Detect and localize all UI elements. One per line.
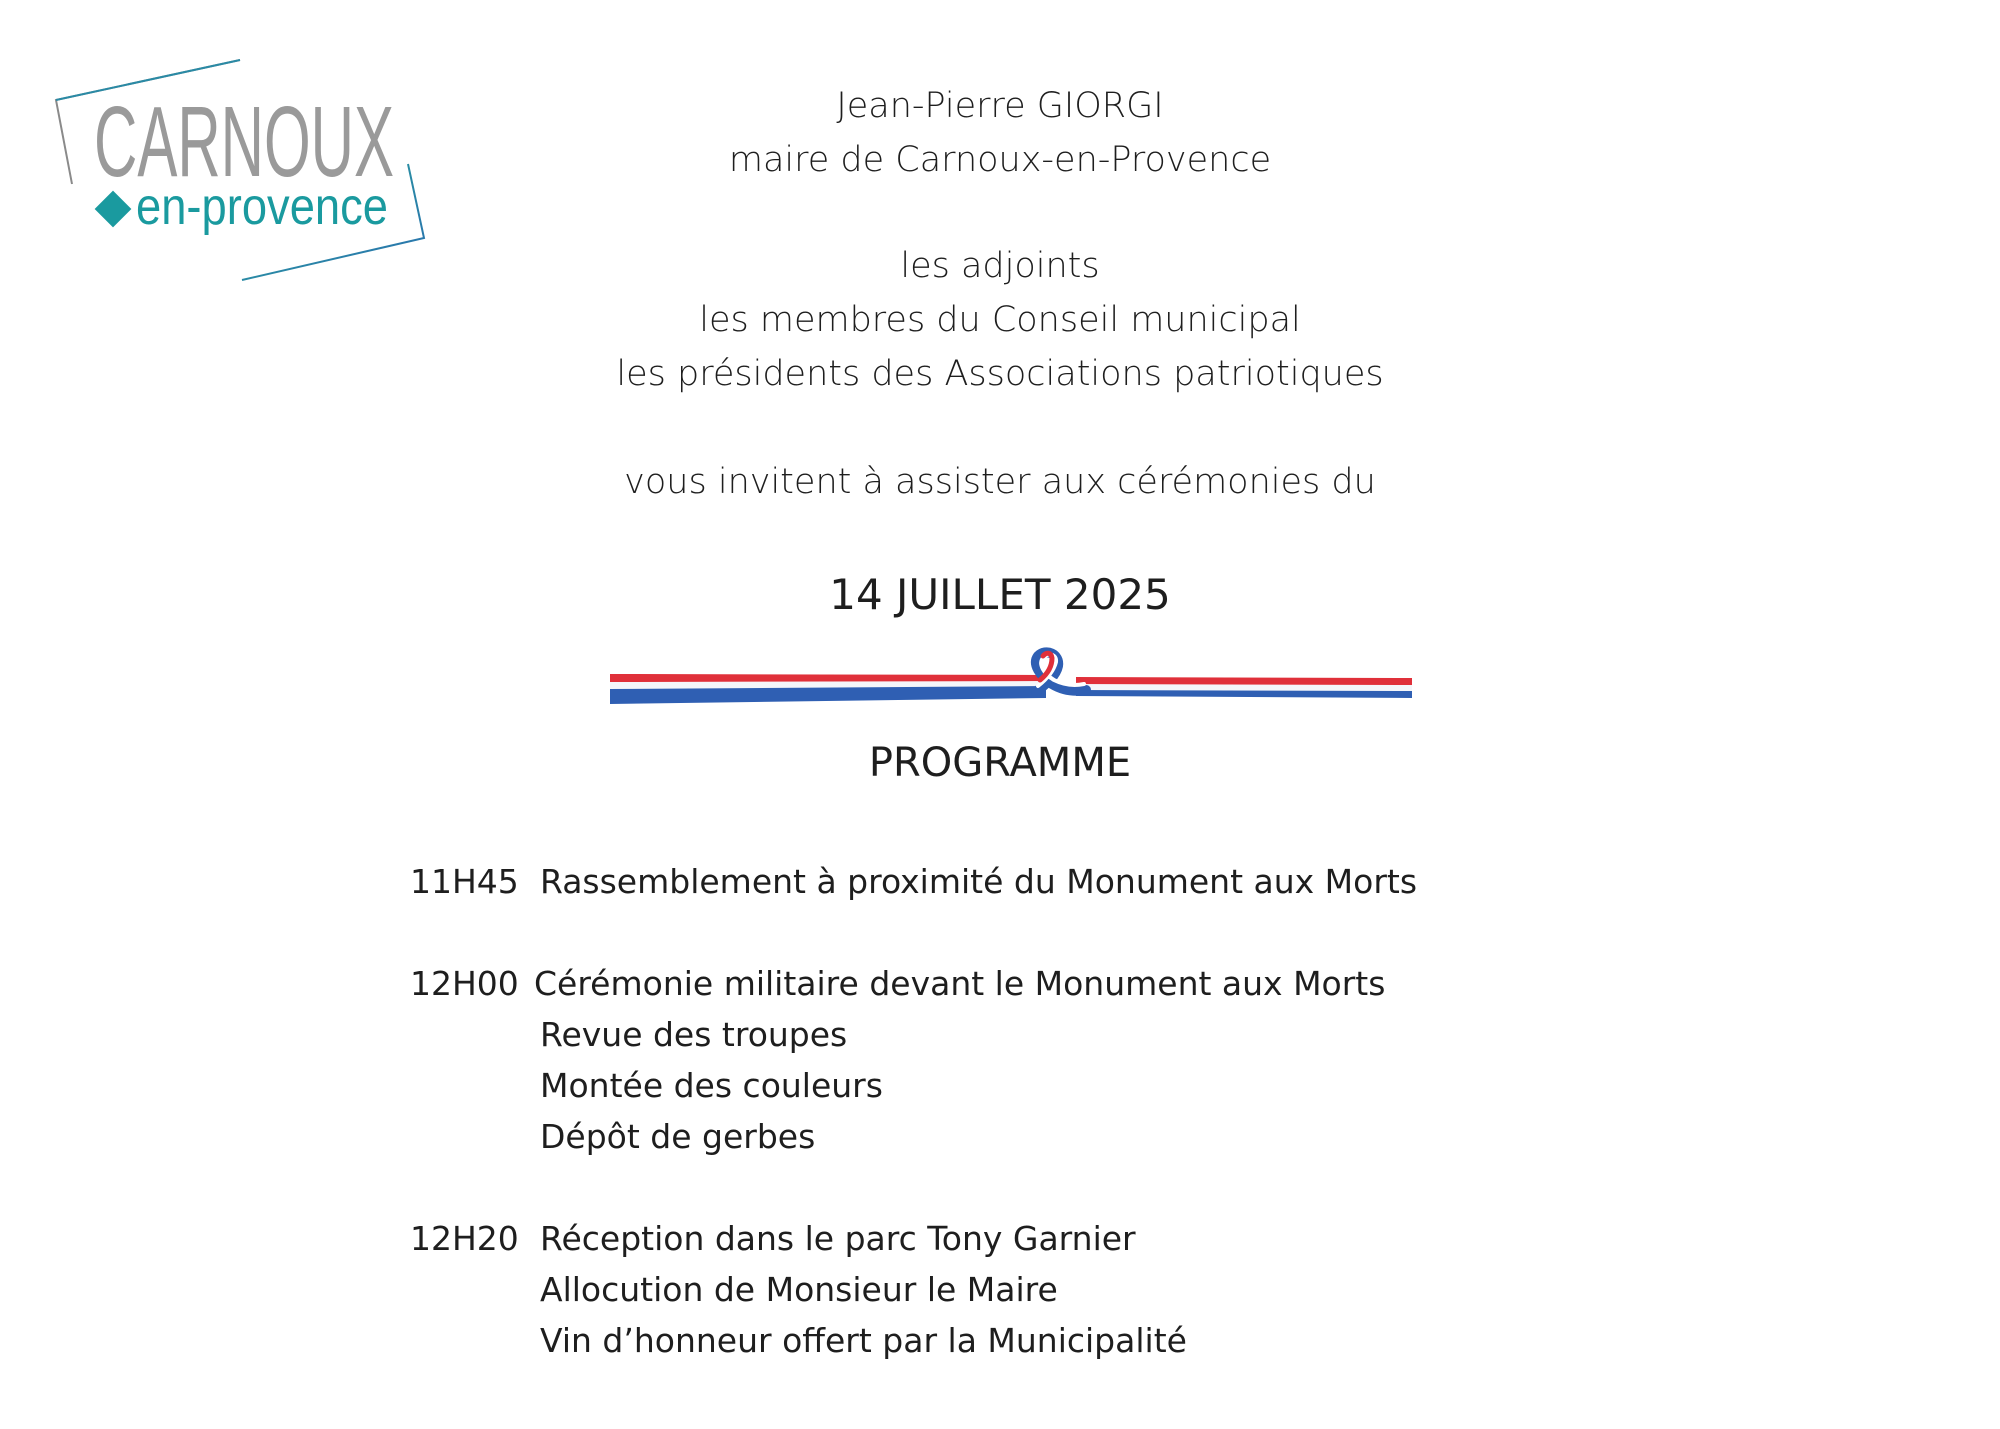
tricolor-ribbon-icon bbox=[606, 640, 1416, 710]
mayor-block bbox=[0, 79, 2000, 187]
programme-description: Vin d’honneur offert par la Municipalité bbox=[540, 1321, 1187, 1360]
programme-row bbox=[410, 1009, 1710, 1060]
invitation-block bbox=[0, 455, 2000, 509]
programme-row bbox=[410, 1111, 1710, 1162]
host-line: les présidents des Associations patriotiques bbox=[616, 354, 1384, 394]
logo-line1: CARNOUX bbox=[94, 86, 394, 198]
programme-description: Réception dans le parc Tony Garnier bbox=[540, 1219, 1136, 1258]
programme-description: Allocution de Monsieur le Maire bbox=[540, 1270, 1058, 1309]
mayor-title: maire de Carnoux-en-Provence bbox=[728, 140, 1272, 180]
programme-item bbox=[410, 1213, 1710, 1366]
invitation-text: vous invitent à assister aux cérémonies du bbox=[624, 462, 1376, 502]
programme-description: Dépôt de gerbes bbox=[540, 1117, 816, 1156]
programme-title: PROGRAMME bbox=[868, 740, 1132, 786]
mayor-name: Jean-Pierre GIORGI bbox=[836, 86, 1164, 126]
programme-time: 12H00 bbox=[410, 964, 519, 1003]
programme-row bbox=[410, 958, 1710, 1009]
programme-item bbox=[410, 958, 1710, 1162]
programme-item bbox=[410, 856, 1710, 907]
programme-row bbox=[410, 1315, 1710, 1366]
programme-description: Revue des troupes bbox=[540, 1015, 848, 1054]
programme-time: 11H45 bbox=[410, 862, 519, 901]
programme-row bbox=[410, 1213, 1710, 1264]
programme-row bbox=[410, 1060, 1710, 1111]
programme-description: Rassemblement à proximité du Monument aux Morts bbox=[540, 862, 1418, 901]
programme-description: Cérémonie militaire devant le Monument aux Morts bbox=[534, 964, 1386, 1003]
programme-row bbox=[410, 856, 1710, 907]
programme-time: 12H20 bbox=[410, 1219, 519, 1258]
host-line: les membres du Conseil municipal bbox=[699, 300, 1301, 340]
programme-row bbox=[410, 1264, 1710, 1315]
host-line: les adjoints bbox=[900, 246, 1100, 286]
hosts-block bbox=[0, 239, 2000, 401]
logo-line2: en-provence bbox=[136, 178, 388, 236]
programme-description: Montée des couleurs bbox=[540, 1066, 883, 1105]
event-date: 14 JUILLET 2025 bbox=[829, 570, 1171, 619]
